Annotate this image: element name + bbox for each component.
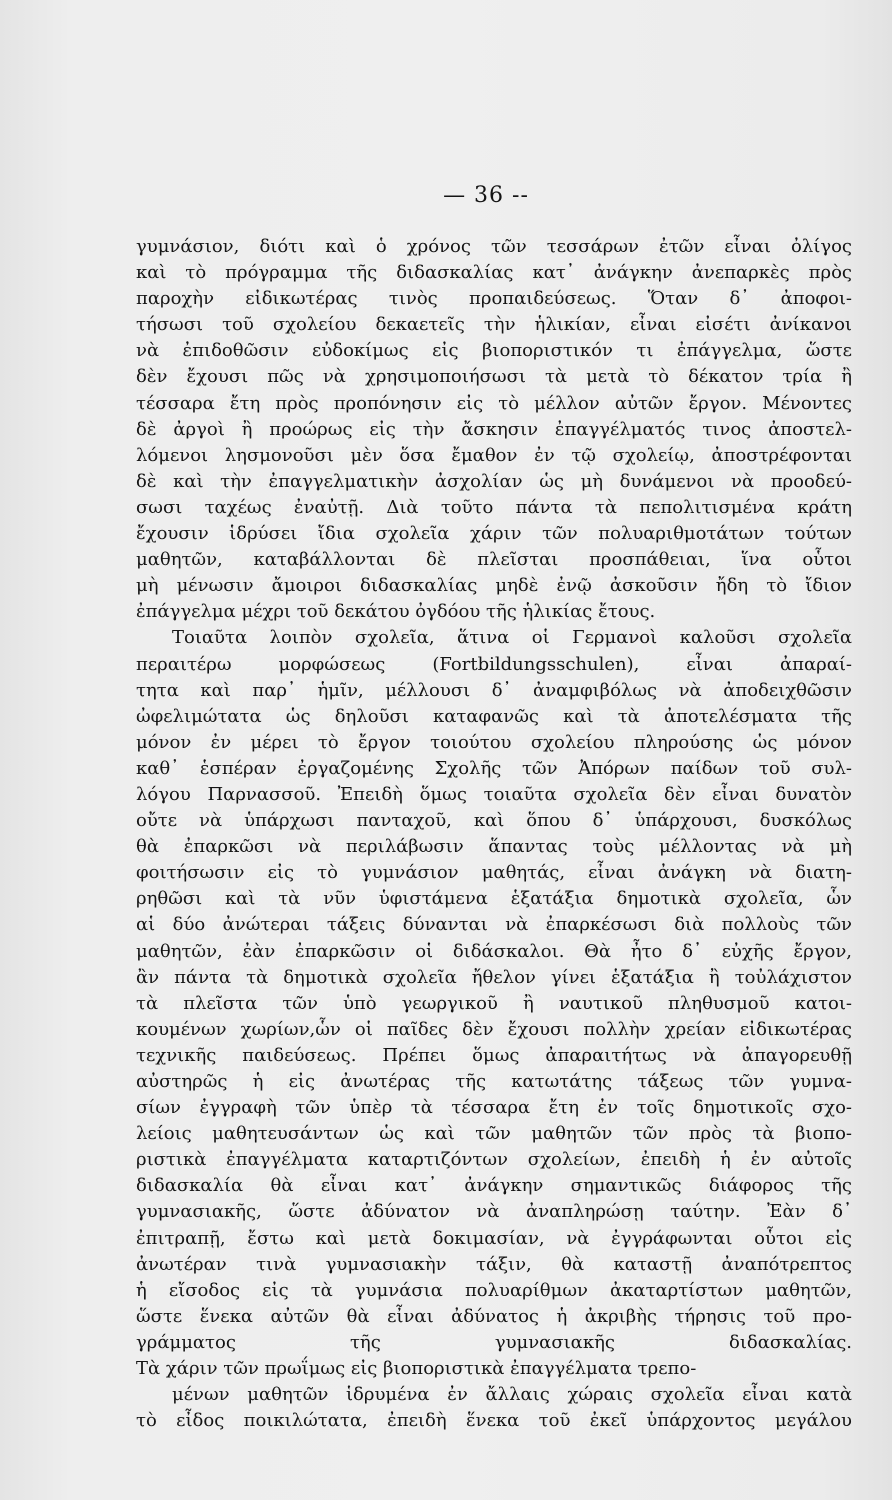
text-line: μὴ μένωσιν ἄμοιροι διδασκαλίας μηδὲ ἐνῷ ἀσκοῦσιν ἤδη τὸ ἴδιον (136, 575, 852, 597)
text-line: αὐστηρῶς ἡ εἰς ἀνωτέρας τῆς κατωτάτης τάξεως τῶν γυμνα- (136, 1071, 852, 1092)
text-line: Τοιαῦτα λοιπὸν σχολεῖα, ἅτινα οἱ Γερμανοὶ καλοῦσι σχολεῖα (172, 627, 852, 649)
text-line: λόμενοι λησμονοῦσι μὲν ὅσα ἔμαθον ἐν τῷ σχολείῳ, ἀποστρέφονται (136, 444, 852, 466)
text-line: τητα καὶ παρ᾽ ἡμῖν, μέλλουσι δ᾽ ἀναμφιβόλως νὰ ἀποδειχθῶσιν (136, 679, 852, 701)
text-line: μαθητῶν, ἐὰν ἐπαρκῶσιν οἱ διδάσκαλοι. Θὰ ἦτο δ᾽ εὐχῆς ἔργον, (136, 940, 852, 962)
text-line: γράμματος τῆς γυμνασιακῆς διδασκαλίας. (136, 1331, 852, 1353)
text-line: μένων μαθητῶν ἱδρυμένα ἐν ἄλλαις χώραις σχολεῖα εἶναι κατὰ (172, 1384, 852, 1406)
text-line: ἐπάγγελμα μέχρι τοῦ δεκάτου ὀγδόου τῆς ἡλικίας ἔτους. (136, 601, 656, 623)
text-line: δὲν ἔχουσι πῶς νὰ χρησιμοποιήσωσι τὰ μετὰ τὸ δέκατον τρία ἢ (136, 366, 852, 388)
text-line: μαθητῶν, καταβάλλονται δὲ πλεῖσται προσπάθειαι, ἵνα οὗτοι (136, 549, 852, 571)
text-line: κουμένων χωρίων,ὧν οἱ παῖδες δὲν ἔχουσι πολλὴν χρείαν εἰδικωτέρας (136, 1018, 852, 1040)
text-line: τήσωσι τοῦ σχολείου δεκαετεῖς τὴν ἡλικίαν, εἶναι εἰσέτι ἀνίκανοι (136, 314, 852, 336)
text-line: ἐπιτραπῇ, ἔστω καὶ μετὰ δοκιμασίαν, νὰ ἐγγράφωνται οὗτοι εἰς (136, 1227, 852, 1249)
text-line: διδασκαλία θὰ εἶναι κατ᾽ ἀνάγκην σημαντικῶς διάφορος τῆς (136, 1175, 852, 1197)
text-line: λόγου Παρνασσοῦ. Ἐπειδὴ ὅμως τοιαῦτα σχολεῖα δὲν εἶναι δυνατὸν (136, 783, 852, 805)
text-line: ρηθῶσι καὶ τὰ νῦν ὑφιστάμενα ἑξατάξια δημοτικὰ σχολεῖα, ὧν (136, 888, 852, 910)
text-line: φοιτήσωσιν εἰς τὸ γυμνάσιον μαθητάς, εἶναι ἀνάγκη νὰ διατη- (136, 862, 852, 884)
text-line: θὰ ἐπαρκῶσι νὰ περιλάβωσιν ἅπαντας τοὺς μέλλοντας νὰ μὴ (136, 836, 852, 858)
text-line: τὸ εἶδος ποικιλώτατα, ἐπειδὴ ἕνεκα τοῦ ἐκεῖ ὑπάρχοντος μεγάλου (136, 1410, 852, 1432)
text-line: ριστικὰ ἐπαγγέλματα καταρτιζόντων σχολείων, ἐπειδὴ ἡ ἐν αὐτοῖς (136, 1149, 852, 1171)
text-line: νὰ ἐπιδοθῶσιν εὐδοκίμως εἰς βιοποριστικόν τι ἐπάγγελμα, ὥστε (136, 340, 852, 362)
text-line: ἂν πάντα τὰ δημοτικὰ σχολεῖα ἤθελον γίνει ἑξατάξια ἢ τοὐλάχιστον (136, 966, 852, 988)
text-line: αἱ δύο ἀνώτεραι τάξεις δύνανται νὰ ἐπαρκέσωσι διὰ πολλοὺς τῶν (136, 914, 852, 936)
text-line: τὰ πλεῖστα τῶν ὑπὸ γεωργικοῦ ἢ ναυτικοῦ πληθυσμοῦ κατοι- (136, 992, 852, 1014)
body-text (136, 234, 852, 1460)
text-line: παροχὴν εἰδικωτέρας τινὸς προπαιδεύσεως. Ὅταν δ᾽ ἀποφοι- (136, 288, 852, 310)
text-line: μόνον ἐν μέρει τὸ ἔργον τοιούτου σχολείου πληρούσης ὡς μόνον (136, 731, 852, 753)
text-line: καθ᾽ ἑσπέραν ἐργαζομένης Σχολῆς τῶν Ἀπόρων παίδων τοῦ συλ- (136, 757, 852, 779)
text-line: καὶ τὸ πρόγραμμα τῆς διδασκαλίας κατ᾽ ἀνάγκην ἀνεπαρκὲς πρὸς (136, 262, 852, 284)
text-line: οὔτε νὰ ὑπάρχωσι πανταχοῦ, καὶ ὅπου δ᾽ ὑπάρχουσι, δυσκόλως (136, 810, 852, 832)
text-line: σίων ἐγγραφὴ τῶν ὑπὲρ τὰ τέσσαρα ἔτη ἐν τοῖς δημοτικοῖς σχο- (136, 1097, 852, 1119)
text-line: ὠφελιμώτατα ὡς δηλοῦσι καταφανῶς καὶ τὰ ἀποτελέσματα τῆς (136, 705, 852, 727)
text-line: λείοις μαθητευσάντων ὡς καὶ τῶν μαθητῶν τῶν πρὸς τὰ βιοπο- (136, 1123, 852, 1145)
text-line: Τὰ χάριν τῶν πρωΐμως εἰς βιοποριστικὰ ἐπαγγέλματα τρεπο- (136, 1358, 697, 1380)
page-number: — 36 -- (443, 183, 529, 208)
text-line: ἔχουσιν ἱδρύσει ἴδια σχολεῖα χάριν τῶν πολυαριθμοτάτων τούτων (136, 523, 852, 545)
text-line: σωσι ταχέως ἐναὐτῇ. Διὰ τοῦτο πάντα τὰ πεπολιτισμένα κράτη (136, 496, 852, 518)
text-line: ὥστε ἕνεκα αὐτῶν θὰ εἶναι ἀδύνατος ἡ ἀκριβὴς τήρησις τοῦ προ- (136, 1305, 852, 1327)
text-line: ἀνωτέραν τινὰ γυμνασιακὴν τάξιν, θὰ καταστῇ ἀναπότρεπτος (136, 1253, 852, 1275)
text-line: δὲ καὶ τὴν ἐπαγγελματικὴν ἀσχολίαν ὡς μὴ δυνάμενοι νὰ προοδεύ- (136, 470, 852, 492)
text-line: δὲ ἀργοὶ ἢ προώρως εἰς τὴν ἄσκησιν ἐπαγγέλματός τινος ἀποστελ- (136, 418, 852, 440)
text-line: γυμνάσιον, διότι καὶ ὁ χρόνος τῶν τεσσάρων ἐτῶν εἶναι ὀλίγος (136, 236, 852, 257)
text-line (136, 1434, 852, 1460)
text-line: τεχνικῆς παιδεύσεως. Πρέπει ὅμως ἀπαραιτήτως νὰ ἀπαγορευθῇ (136, 1044, 852, 1066)
text-line: ἡ εἴσοδος εἰς τὰ γυμνάσια πολυαρίθμων ἀκαταρτίστων μαθητῶν, (136, 1279, 852, 1301)
text-line: τέσσαρα ἔτη πρὸς προπόνησιν εἰς τὸ μέλλον αὐτῶν ἔργον. Μένοντες (136, 392, 852, 414)
text-line: γυμνασιακῆς, ὥστε ἀδύνατον νὰ ἀναπληρώσῃ ταύτην. Ἐὰν δ᾽ (136, 1201, 852, 1223)
text-line: περαιτέρω μορφώσεως (Fortbildungsschulen), εἶναι ἀπαραί- (136, 653, 852, 675)
